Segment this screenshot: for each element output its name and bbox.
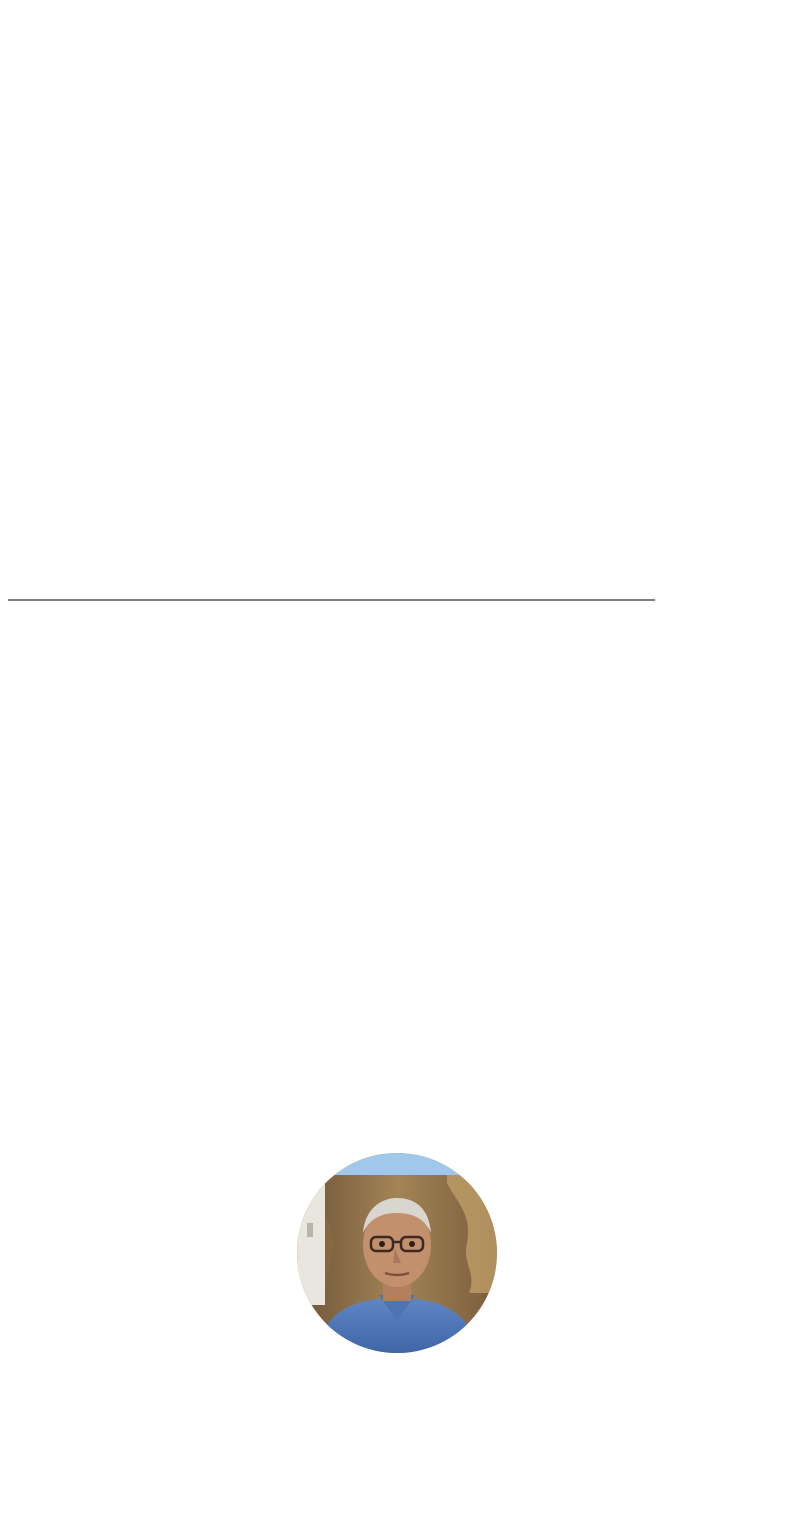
cash-flow-table <box>8 599 655 601</box>
author-avatar <box>297 1153 497 1353</box>
author-photo <box>297 1153 497 1353</box>
